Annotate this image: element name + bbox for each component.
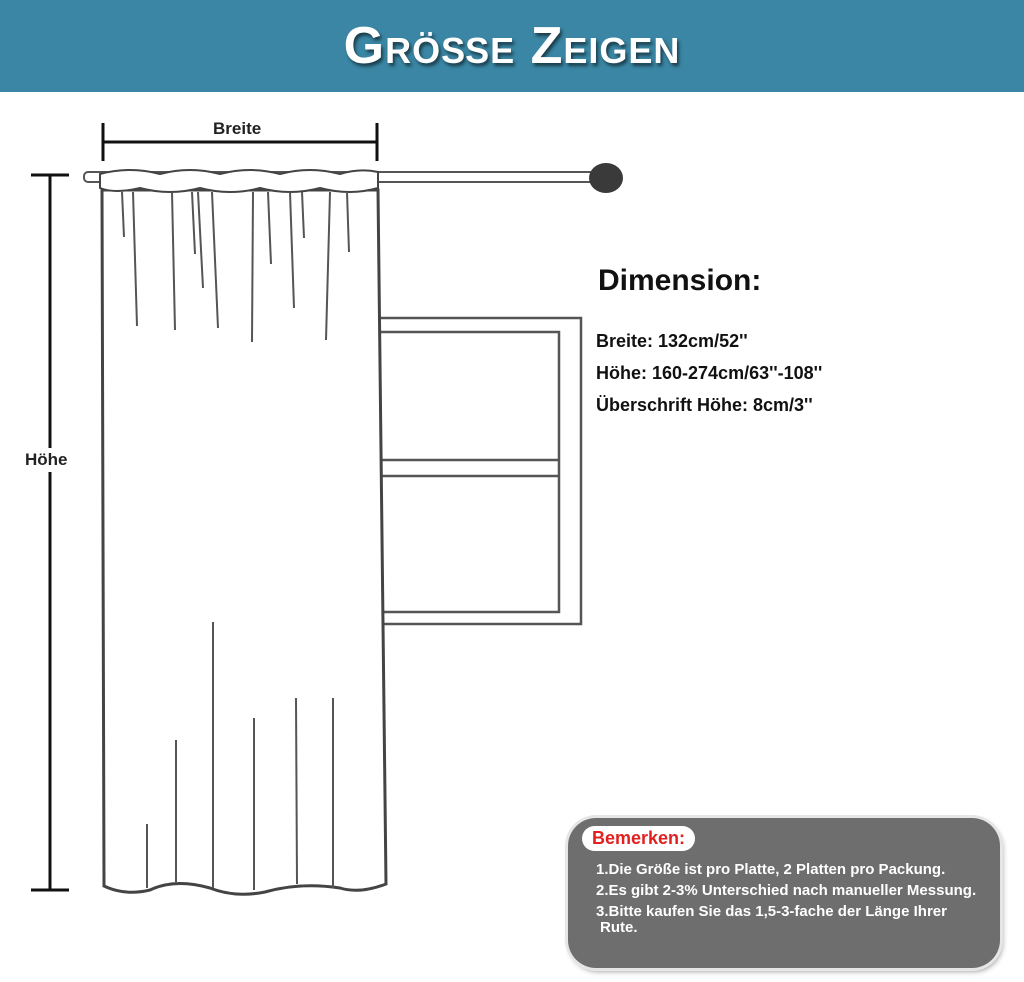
- banner-title: Größe Zeigen: [343, 17, 681, 75]
- dimension-title: Dimension:: [598, 264, 762, 297]
- notes-box: [568, 818, 1000, 968]
- title-banner: [0, 0, 1024, 92]
- note-item: 3.Bitte kaufen Sie das 1,5-3-fache der Länge Ihrer Rute.: [596, 903, 947, 936]
- note-item: 2.Es gibt 2-3% Unterschied nach manueller Messung.: [596, 882, 977, 899]
- notes-list: [582, 862, 988, 941]
- width-label: Breite: [213, 119, 262, 138]
- dimension-header-height: Überschrift Höhe: 8cm/3'': [596, 395, 813, 415]
- height-label: Höhe: [25, 448, 68, 472]
- dimension-height: Höhe: 160-274cm/63''-108'': [596, 363, 823, 383]
- curtain-panel: [100, 170, 386, 894]
- window-frame: [370, 318, 581, 624]
- height-dimension: [31, 175, 69, 890]
- note-item: 1.Die Größe ist pro Platte, 2 Platten pro Packung.: [596, 861, 946, 878]
- rod-finial: [589, 163, 623, 193]
- dimension-width: Breite: 132cm/52'': [596, 331, 748, 351]
- notes-title: Bemerken:: [582, 826, 695, 851]
